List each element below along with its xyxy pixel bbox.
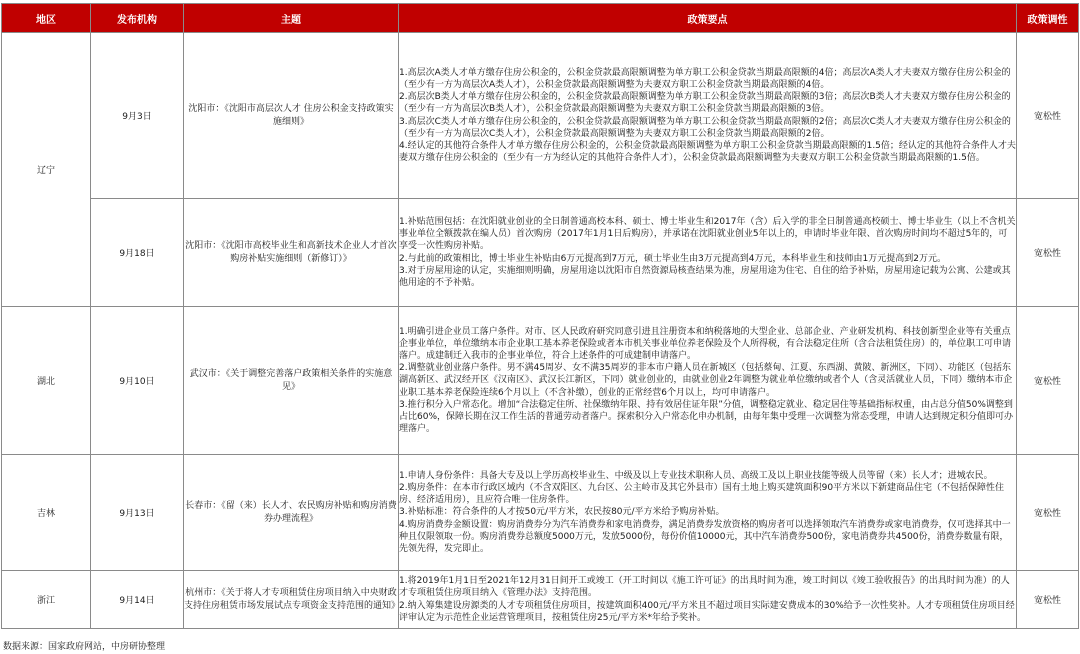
policy-point: 3.高层次C类人才单方缴存住房公积金的，公积金贷款最高限额调整为单方职工公积金贷款当期最高限额的2倍；高层次C类人才夫妻双方缴存住房公积金的（至少有一方为高层次C类人才），公积金贷款最高限额调整为夫妻双方职工公积金贷款当期最高限额的2倍。 — [399, 116, 1011, 139]
policy-point: 2.与此前的政策相比，博士毕业生补贴由6万元提高到7万元，硕士毕业生由3万元提高到4万元，本科毕业生和技师由1万元提高到2万元。 — [399, 253, 946, 264]
header-topic: 主题 — [184, 4, 399, 33]
source-note: 数据来源：国家政府网站，中房研协整理 — [3, 642, 166, 652]
table-row — [2, 199, 1079, 307]
region-cell: 辽宁 — [2, 33, 91, 307]
policy-point: 4.购房消费券金额设置：购房消费券分为汽车消费券和家电消费券，满足消费券发放资格的购房者可以选择领取汽车消费券或家电消费券，仅可选择其中一种且仅限领取一份。购房消费券总额度5000万元，发放5000份，每份价值10000元，其中汽车消费券500份，家电消费券共4500份，消费券数量有限，先领先得，发完即止。 — [399, 519, 1011, 554]
tone-cell: 宽松性 — [1017, 33, 1079, 199]
topic-cell: 长春市：《留（来）长人才、农民购房补贴和购房消费券办理流程》 — [184, 455, 399, 571]
topic-cell: 武汉市：《关于调整完善落户政策相关条件的实施意见》 — [184, 307, 399, 455]
policy-table — [1, 3, 1079, 629]
policy-point: 1.将2019年1月1日至2021年12月31日间开工或竣工（开工时间以《施工许可证》的出具时间为准，竣工时间以《竣工验收报告》的出具时间为准）的人才专项租赁住房项目纳入《管理办法》支持范围。 — [399, 576, 1010, 599]
tone-cell: 宽松性 — [1017, 307, 1079, 455]
table-row — [2, 571, 1079, 629]
points-cell — [399, 455, 1017, 571]
topic-cell: 沈阳市：《沈阳市高层次人才 住房公积金支持政策实施细则》 — [184, 33, 399, 199]
points-cell — [399, 33, 1017, 199]
header-tone: 政策调性 — [1017, 4, 1079, 33]
policy-point: 2.高层次B类人才单方缴存住房公积金的，公积金贷款最高限额调整为单方职工公积金贷款当期最高限额的3倍；高层次B类人才夫妻双方缴存住房公积金的（至少有一方为高层次B类人才），公积金贷款最高限额调整为夫妻双方职工公积金贷款当期最高限额的3倍。 — [399, 92, 1011, 115]
table-row — [2, 307, 1079, 455]
tone-cell: 宽松性 — [1017, 455, 1079, 571]
date-cell: 9月13日 — [91, 455, 184, 571]
tone-cell: 宽松性 — [1017, 571, 1079, 629]
header-region: 地区 — [2, 4, 91, 33]
points-cell — [399, 307, 1017, 455]
region-cell: 吉林 — [2, 455, 91, 571]
policy-point: 1.高层次A类人才单方缴存住房公积金的，公积金贷款最高限额调整为单方职工公积金贷款当期最高限额的4倍；高层次A类人才夫妻双方缴存住房公积金的（至少有一方为高层次A类人才），公积金贷款最高限额调整为夫妻双方职工公积金贷款当期最高限额的4倍。 — [399, 67, 1011, 90]
date-cell: 9月3日 — [91, 33, 184, 199]
policy-point: 1.明确引进企业员工落户条件。对市、区人民政府研究同意引进且注册资本和纳税落地的大型企业、总部企业、产业研发机构、科技创新型企业等有关重点企事业单位，单位缴纳本市企业职工基本养老保险或者本市机关事业单位养老保险及个人所得税，有合法稳定住所（含合法租赁住房）的，单位职工可申请落户。成建制迁入我市的企事业单位，符合上述条件的可成建制申请落户。 — [399, 326, 1012, 361]
policy-point: 2.购房条件：在本市行政区域内（不含双阳区、九台区、公主岭市及其它外县市）国有土地上购买建筑面积90平方米以下新建商品住宅（不包括保障性住房、经济适用房），且应符合唯一住房条件。 — [399, 482, 1005, 506]
date-cell: 9月18日 — [91, 199, 184, 307]
policy-point: 2.纳入筹集建设房源类的人才专项租赁住房项目，按建筑面积400元/平方米且不超过项目实际建安费成本的30%给予一次性奖补。人才专项租赁住房项目经评审认定为示范性企业运营管理项目，按租赁住房25元/平方米*年给予奖补。 — [399, 600, 1015, 623]
table-row — [2, 455, 1079, 571]
region-cell: 湖北 — [2, 307, 91, 455]
header-issuer: 发布机构 — [91, 4, 184, 33]
policy-point: 3.对于房屋用途的认定，实施细则明确，房屋用途以沈阳市自然资源局核查结果为准，房屋用途为住宅、自住的给予补贴，房屋用途记载为公寓、公建或其他用途的不予补贴。 — [399, 265, 1011, 288]
policy-point: 2.调整就业创业落户条件。男不满45周岁、女不满35周岁的非本市户籍人员在新城区（包括蔡甸、江夏、东西湖、黄陂、新洲区，下同）、功能区（包括东湖高新区、武汉经开区《汉南区》、武汉长江新区，下同）就业创业的，由就业创业2年调整为就业单位缴纳或者个人（含灵活就业人员，下同）缴纳本市企业职工基本养老保险连续6个月以上（不含补缴），创业的正常经营6个月以上，均可申请落户。 — [399, 363, 1013, 398]
date-cell: 9月10日 — [91, 307, 184, 455]
policy-point: 3.推行积分入户常态化。增加“合法稳定住所、社保缴纳年限、持有效居住证年限”分值，调整稳定就业、稳定居住等基础指标权重，由占总分值50%调整到占比60%，保障长期在汉工作生活的普通劳动者落户。探索积分入户常态化申办机制，由每年集中受理一次调整为常态受理，申请人达到规定积分值即可办理落户。 — [399, 399, 1014, 435]
region-cell: 浙江 — [2, 571, 91, 629]
topic-cell: 沈阳市：《沈阳市高校毕业生和高新技术企业人才首次购房补贴实施细则（新修订）》 — [184, 199, 399, 307]
policy-point: 4.经认定的其他符合条件人才单方缴存住房公积金的，公积金贷款最高限额调整为单方职工公积金贷款当期最高限额的1.5倍；经认定的其他符合条件人才夫妻双方缴存住房公积金的（至少有一方为经认定的其他符合条件人才），公积金贷款最高限额调整为夫妻双方职工公积金贷款当期最高限额的1.5倍。 — [399, 140, 1016, 164]
points-cell — [399, 571, 1017, 629]
points-cell — [399, 199, 1017, 307]
policy-point: 3.补贴标准：符合条件的人才按50元/平方米，农民按80元/平方米给予购房补贴。 — [399, 507, 725, 518]
table-row — [2, 33, 1079, 199]
policy-point: 1.补贴范围包括：在沈阳就业创业的全日制普通高校本科、硕士、博士毕业生和2017年（含）后入学的非全日制普通高校硕士、博士毕业生（以上不含机关事业单位全额拨款在编人员）首次购房（2017年1月1日后购房），并承诺在沈阳就业创业5年以上的，申请时毕业年限、首次购房时间均不超过5年的，可享受一次性购房补贴。 — [399, 216, 1016, 252]
table-header-row — [2, 4, 1079, 33]
tone-cell: 宽松性 — [1017, 199, 1079, 307]
policy-point: 1.申请人身份条件：具备大专及以上学历高校毕业生、中级及以上专业技术职称人员、高级工及以上职业技能等级人员等留（来）长人才；进城农民。 — [399, 470, 993, 481]
topic-cell: 杭州市：《关于将人才专项租赁住房项目纳入中央财政支持住房租赁市场发展试点专项资金支持范围的通知》 — [184, 571, 399, 629]
date-cell: 9月14日 — [91, 571, 184, 629]
header-points: 政策要点 — [399, 4, 1017, 33]
